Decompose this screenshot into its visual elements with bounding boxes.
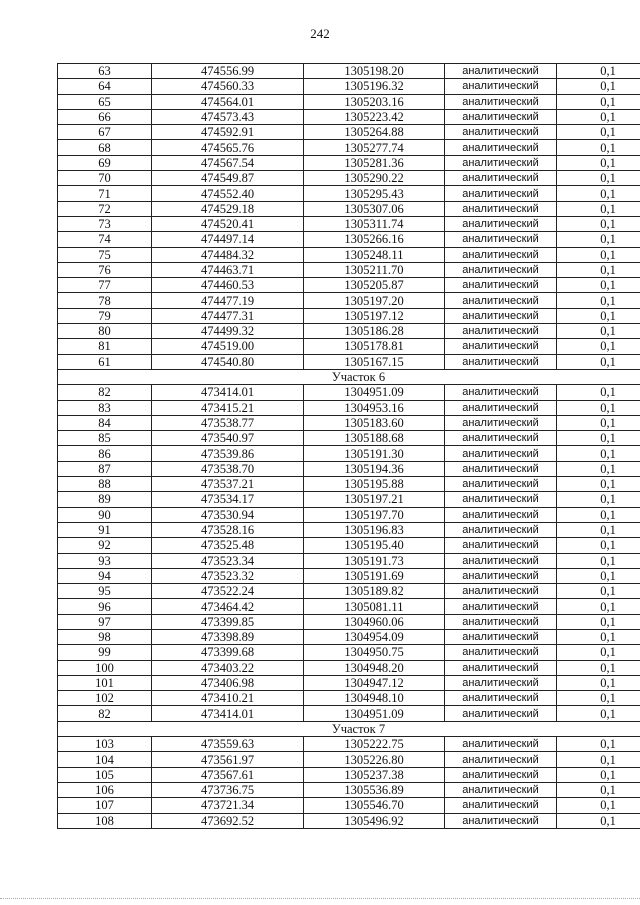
cell-x: 474592.91 — [152, 125, 304, 140]
cell-y: 1305178.81 — [304, 339, 445, 354]
cell-x: 473464.42 — [152, 599, 304, 614]
table-row — [58, 798, 640, 813]
cell-accuracy: 0,1 — [557, 247, 640, 262]
cell-accuracy: 0,1 — [557, 415, 640, 430]
cell-method: аналитический — [445, 553, 557, 568]
cell-number: 101 — [58, 675, 152, 690]
table-row — [58, 400, 640, 415]
cell-method: аналитический — [445, 247, 557, 262]
table-row — [58, 232, 640, 247]
cell-accuracy: 0,1 — [557, 140, 640, 155]
cell-method: аналитический — [445, 538, 557, 553]
cell-number: 73 — [58, 216, 152, 231]
table-row — [58, 201, 640, 216]
cell-y: 1305198.20 — [304, 64, 445, 79]
cell-x: 473523.34 — [152, 553, 304, 568]
cell-number: 76 — [58, 262, 152, 277]
cell-accuracy: 0,1 — [557, 232, 640, 247]
cell-accuracy: 0,1 — [557, 171, 640, 186]
table-row — [58, 186, 640, 201]
cell-accuracy: 0,1 — [557, 660, 640, 675]
section-label: Участок 6 — [58, 369, 640, 384]
cell-method: аналитический — [445, 522, 557, 537]
cell-method: аналитический — [445, 385, 557, 400]
cell-y: 1305186.28 — [304, 324, 445, 339]
cell-accuracy: 0,1 — [557, 324, 640, 339]
cell-number: 61 — [58, 354, 152, 369]
cell-accuracy: 0,1 — [557, 400, 640, 415]
cell-number: 66 — [58, 109, 152, 124]
cell-accuracy: 0,1 — [557, 431, 640, 446]
cell-number: 74 — [58, 232, 152, 247]
cell-number: 85 — [58, 431, 152, 446]
cell-x: 473534.17 — [152, 492, 304, 507]
table-row — [58, 477, 640, 492]
coordinates-table-body — [58, 64, 640, 829]
cell-y: 1305222.75 — [304, 737, 445, 752]
cell-accuracy: 0,1 — [557, 201, 640, 216]
cell-method: аналитический — [445, 584, 557, 599]
cell-number: 75 — [58, 247, 152, 262]
cell-number: 104 — [58, 752, 152, 767]
cell-x: 473528.16 — [152, 522, 304, 537]
cell-y: 1305189.82 — [304, 584, 445, 599]
cell-method: аналитический — [445, 125, 557, 140]
cell-x: 473537.21 — [152, 477, 304, 492]
cell-accuracy: 0,1 — [557, 507, 640, 522]
cell-number: 64 — [58, 79, 152, 94]
cell-y: 1305195.40 — [304, 538, 445, 553]
table-row — [58, 568, 640, 583]
cell-number: 107 — [58, 798, 152, 813]
cell-number: 83 — [58, 400, 152, 415]
cell-y: 1305203.16 — [304, 94, 445, 109]
cell-method: аналитический — [445, 415, 557, 430]
cell-accuracy: 0,1 — [557, 109, 640, 124]
cell-number: 81 — [58, 339, 152, 354]
cell-accuracy: 0,1 — [557, 538, 640, 553]
cell-y: 1305205.87 — [304, 278, 445, 293]
table-row — [58, 629, 640, 644]
cell-x: 473721.34 — [152, 798, 304, 813]
cell-number: 78 — [58, 293, 152, 308]
table-row — [58, 584, 640, 599]
section-label: Участок 7 — [58, 721, 640, 736]
cell-y: 1305191.30 — [304, 446, 445, 461]
cell-y: 1305248.11 — [304, 247, 445, 262]
table-row — [58, 216, 640, 231]
cell-y: 1304947.12 — [304, 675, 445, 690]
cell-method: аналитический — [445, 324, 557, 339]
table-row — [58, 293, 640, 308]
cell-y: 1305211.70 — [304, 262, 445, 277]
cell-number: 67 — [58, 125, 152, 140]
cell-y: 1305197.21 — [304, 492, 445, 507]
table-row — [58, 522, 640, 537]
cell-x: 474565.76 — [152, 140, 304, 155]
cell-accuracy: 0,1 — [557, 79, 640, 94]
cell-accuracy: 0,1 — [557, 675, 640, 690]
cell-method: аналитический — [445, 308, 557, 323]
cell-y: 1305226.80 — [304, 752, 445, 767]
cell-y: 1304954.09 — [304, 629, 445, 644]
cell-method: аналитический — [445, 109, 557, 124]
table-row — [58, 675, 640, 690]
cell-method: аналитический — [445, 400, 557, 415]
cell-accuracy: 0,1 — [557, 691, 640, 706]
cell-accuracy: 0,1 — [557, 186, 640, 201]
cell-method: аналитический — [445, 461, 557, 476]
cell-number: 71 — [58, 186, 152, 201]
cell-accuracy: 0,1 — [557, 629, 640, 644]
cell-x: 473414.01 — [152, 385, 304, 400]
cell-method: аналитический — [445, 629, 557, 644]
cell-number: 94 — [58, 568, 152, 583]
table-row — [58, 507, 640, 522]
table-row — [58, 645, 640, 660]
cell-accuracy: 0,1 — [557, 385, 640, 400]
cell-x: 473406.98 — [152, 675, 304, 690]
table-row — [58, 782, 640, 797]
cell-number: 70 — [58, 171, 152, 186]
table-row — [58, 64, 640, 79]
cell-number: 97 — [58, 614, 152, 629]
cell-number: 99 — [58, 645, 152, 660]
cell-y: 1305307.06 — [304, 201, 445, 216]
cell-method: аналитический — [445, 675, 557, 690]
cell-x: 473523.32 — [152, 568, 304, 583]
cell-x: 474540.80 — [152, 354, 304, 369]
cell-y: 1305196.83 — [304, 522, 445, 537]
cell-accuracy: 0,1 — [557, 492, 640, 507]
cell-x: 473530.94 — [152, 507, 304, 522]
cell-y: 1305081.11 — [304, 599, 445, 614]
cell-x: 473538.77 — [152, 415, 304, 430]
cell-y: 1305496.92 — [304, 813, 445, 828]
cell-number: 95 — [58, 584, 152, 599]
cell-accuracy: 0,1 — [557, 645, 640, 660]
cell-method: аналитический — [445, 706, 557, 721]
cell-accuracy: 0,1 — [557, 339, 640, 354]
table-row — [58, 247, 640, 262]
cell-method: аналитический — [445, 507, 557, 522]
cell-accuracy: 0,1 — [557, 568, 640, 583]
cell-y: 1305167.15 — [304, 354, 445, 369]
cell-y: 1305194.36 — [304, 461, 445, 476]
cell-method: аналитический — [445, 201, 557, 216]
cell-accuracy: 0,1 — [557, 614, 640, 629]
table-row — [58, 538, 640, 553]
table-row — [58, 140, 640, 155]
cell-accuracy: 0,1 — [557, 553, 640, 568]
cell-number: 105 — [58, 767, 152, 782]
cell-x: 474549.87 — [152, 171, 304, 186]
cell-y: 1305546.70 — [304, 798, 445, 813]
table-row — [58, 308, 640, 323]
cell-x: 474573.43 — [152, 109, 304, 124]
cell-number: 93 — [58, 553, 152, 568]
table-row — [58, 660, 640, 675]
cell-x: 473415.21 — [152, 400, 304, 415]
cell-method: аналитический — [445, 94, 557, 109]
cell-method: аналитический — [445, 737, 557, 752]
cell-accuracy: 0,1 — [557, 584, 640, 599]
cell-method: аналитический — [445, 798, 557, 813]
cell-accuracy: 0,1 — [557, 706, 640, 721]
cell-x: 473559.63 — [152, 737, 304, 752]
cell-y: 1305183.60 — [304, 415, 445, 430]
cell-method: аналитический — [445, 782, 557, 797]
cell-number: 106 — [58, 782, 152, 797]
cell-y: 1305188.68 — [304, 431, 445, 446]
cell-y: 1305237.38 — [304, 767, 445, 782]
cell-number: 69 — [58, 155, 152, 170]
cell-x: 474567.54 — [152, 155, 304, 170]
cell-x: 473540.97 — [152, 431, 304, 446]
cell-number: 86 — [58, 446, 152, 461]
cell-x: 474520.41 — [152, 216, 304, 231]
cell-method: аналитический — [445, 645, 557, 660]
cell-method: аналитический — [445, 216, 557, 231]
cell-number: 77 — [58, 278, 152, 293]
table-row — [58, 752, 640, 767]
scan-edge-line — [0, 898, 640, 900]
cell-method: аналитический — [445, 79, 557, 94]
cell-number: 80 — [58, 324, 152, 339]
cell-y: 1304948.20 — [304, 660, 445, 675]
table-row — [58, 79, 640, 94]
coordinates-table — [57, 63, 640, 829]
cell-number: 91 — [58, 522, 152, 537]
cell-x: 474556.99 — [152, 64, 304, 79]
table-row — [58, 415, 640, 430]
section-header-row — [58, 721, 640, 736]
cell-x: 474519.00 — [152, 339, 304, 354]
cell-x: 473692.52 — [152, 813, 304, 828]
cell-x: 474460.53 — [152, 278, 304, 293]
cell-number: 96 — [58, 599, 152, 614]
cell-number: 90 — [58, 507, 152, 522]
cell-method: аналитический — [445, 354, 557, 369]
cell-number: 72 — [58, 201, 152, 216]
table-row — [58, 324, 640, 339]
cell-method: аналитический — [445, 614, 557, 629]
cell-accuracy: 0,1 — [557, 477, 640, 492]
table-row — [58, 354, 640, 369]
cell-accuracy: 0,1 — [557, 155, 640, 170]
cell-x: 474484.32 — [152, 247, 304, 262]
cell-method: аналитический — [445, 446, 557, 461]
page-number: 242 — [310, 26, 330, 41]
table-row — [58, 691, 640, 706]
cell-accuracy: 0,1 — [557, 262, 640, 277]
table-row — [58, 461, 640, 476]
cell-x: 473403.22 — [152, 660, 304, 675]
cell-method: аналитический — [445, 293, 557, 308]
cell-y: 1304948.10 — [304, 691, 445, 706]
cell-x: 473399.68 — [152, 645, 304, 660]
cell-accuracy: 0,1 — [557, 461, 640, 476]
cell-number: 92 — [58, 538, 152, 553]
cell-x: 474552.40 — [152, 186, 304, 201]
cell-x: 473410.21 — [152, 691, 304, 706]
cell-accuracy: 0,1 — [557, 64, 640, 79]
cell-x: 473398.89 — [152, 629, 304, 644]
cell-x: 474529.18 — [152, 201, 304, 216]
cell-accuracy: 0,1 — [557, 782, 640, 797]
table-row — [58, 553, 640, 568]
cell-accuracy: 0,1 — [557, 125, 640, 140]
cell-accuracy: 0,1 — [557, 522, 640, 537]
cell-method: аналитический — [445, 599, 557, 614]
cell-number: 103 — [58, 737, 152, 752]
cell-number: 108 — [58, 813, 152, 828]
cell-accuracy: 0,1 — [557, 94, 640, 109]
cell-y: 1305281.36 — [304, 155, 445, 170]
section-header-row — [58, 369, 640, 384]
cell-x: 474499.32 — [152, 324, 304, 339]
cell-x: 473539.86 — [152, 446, 304, 461]
cell-y: 1304950.75 — [304, 645, 445, 660]
table-row — [58, 171, 640, 186]
cell-x: 474463.71 — [152, 262, 304, 277]
cell-method: аналитический — [445, 262, 557, 277]
cell-accuracy: 0,1 — [557, 798, 640, 813]
cell-y: 1305196.32 — [304, 79, 445, 94]
cell-x: 473736.75 — [152, 782, 304, 797]
cell-accuracy: 0,1 — [557, 599, 640, 614]
table-row — [58, 278, 640, 293]
cell-accuracy: 0,1 — [557, 767, 640, 782]
cell-number: 84 — [58, 415, 152, 430]
cell-accuracy: 0,1 — [557, 308, 640, 323]
cell-method: аналитический — [445, 568, 557, 583]
cell-number: 82 — [58, 385, 152, 400]
cell-number: 87 — [58, 461, 152, 476]
cell-number: 79 — [58, 308, 152, 323]
cell-x: 473561.97 — [152, 752, 304, 767]
cell-method: аналитический — [445, 278, 557, 293]
cell-method: аналитический — [445, 186, 557, 201]
table-row — [58, 767, 640, 782]
table-row — [58, 109, 640, 124]
cell-y: 1305266.16 — [304, 232, 445, 247]
cell-method: аналитический — [445, 813, 557, 828]
cell-number: 63 — [58, 64, 152, 79]
cell-method: аналитический — [445, 155, 557, 170]
cell-number: 89 — [58, 492, 152, 507]
cell-y: 1305195.88 — [304, 477, 445, 492]
cell-method: аналитический — [445, 64, 557, 79]
table-row — [58, 614, 640, 629]
cell-x: 473522.24 — [152, 584, 304, 599]
table-row — [58, 431, 640, 446]
table-row — [58, 339, 640, 354]
table-row — [58, 262, 640, 277]
cell-y: 1305223.42 — [304, 109, 445, 124]
table-row — [58, 813, 640, 828]
table-row — [58, 125, 640, 140]
cell-x: 474564.01 — [152, 94, 304, 109]
cell-y: 1305191.69 — [304, 568, 445, 583]
cell-y: 1305277.74 — [304, 140, 445, 155]
cell-method: аналитический — [445, 171, 557, 186]
cell-x: 473538.70 — [152, 461, 304, 476]
cell-method: аналитический — [445, 140, 557, 155]
cell-y: 1305197.70 — [304, 507, 445, 522]
cell-y: 1304953.16 — [304, 400, 445, 415]
table-row — [58, 492, 640, 507]
cell-method: аналитический — [445, 691, 557, 706]
cell-x: 474477.19 — [152, 293, 304, 308]
cell-y: 1305536.89 — [304, 782, 445, 797]
cell-x: 473414.01 — [152, 706, 304, 721]
cell-number: 98 — [58, 629, 152, 644]
cell-x: 474477.31 — [152, 308, 304, 323]
cell-number: 68 — [58, 140, 152, 155]
cell-accuracy: 0,1 — [557, 278, 640, 293]
cell-accuracy: 0,1 — [557, 446, 640, 461]
cell-y: 1305191.73 — [304, 553, 445, 568]
cell-number: 100 — [58, 660, 152, 675]
cell-x: 473567.61 — [152, 767, 304, 782]
cell-method: аналитический — [445, 339, 557, 354]
cell-y: 1305197.12 — [304, 308, 445, 323]
cell-number: 102 — [58, 691, 152, 706]
table-row — [58, 706, 640, 721]
cell-number: 88 — [58, 477, 152, 492]
cell-accuracy: 0,1 — [557, 293, 640, 308]
cell-y: 1304960.06 — [304, 614, 445, 629]
table-row — [58, 737, 640, 752]
cell-method: аналитический — [445, 431, 557, 446]
cell-method: аналитический — [445, 752, 557, 767]
cell-method: аналитический — [445, 232, 557, 247]
cell-y: 1305311.74 — [304, 216, 445, 231]
cell-y: 1305264.88 — [304, 125, 445, 140]
cell-y: 1305290.22 — [304, 171, 445, 186]
cell-y: 1305197.20 — [304, 293, 445, 308]
cell-y: 1304951.09 — [304, 385, 445, 400]
table-row — [58, 599, 640, 614]
cell-y: 1304951.09 — [304, 706, 445, 721]
cell-accuracy: 0,1 — [557, 737, 640, 752]
cell-x: 473399.85 — [152, 614, 304, 629]
cell-x: 474497.14 — [152, 232, 304, 247]
cell-method: аналитический — [445, 660, 557, 675]
cell-method: аналитический — [445, 492, 557, 507]
cell-x: 473525.48 — [152, 538, 304, 553]
cell-method: аналитический — [445, 477, 557, 492]
table-row — [58, 446, 640, 461]
table-row — [58, 155, 640, 170]
cell-y: 1305295.43 — [304, 186, 445, 201]
cell-method: аналитический — [445, 767, 557, 782]
cell-x: 474560.33 — [152, 79, 304, 94]
cell-accuracy: 0,1 — [557, 354, 640, 369]
cell-accuracy: 0,1 — [557, 216, 640, 231]
table-row — [58, 385, 640, 400]
cell-accuracy: 0,1 — [557, 752, 640, 767]
cell-number: 82 — [58, 706, 152, 721]
cell-accuracy: 0,1 — [557, 813, 640, 828]
cell-number: 65 — [58, 94, 152, 109]
table-row — [58, 94, 640, 109]
